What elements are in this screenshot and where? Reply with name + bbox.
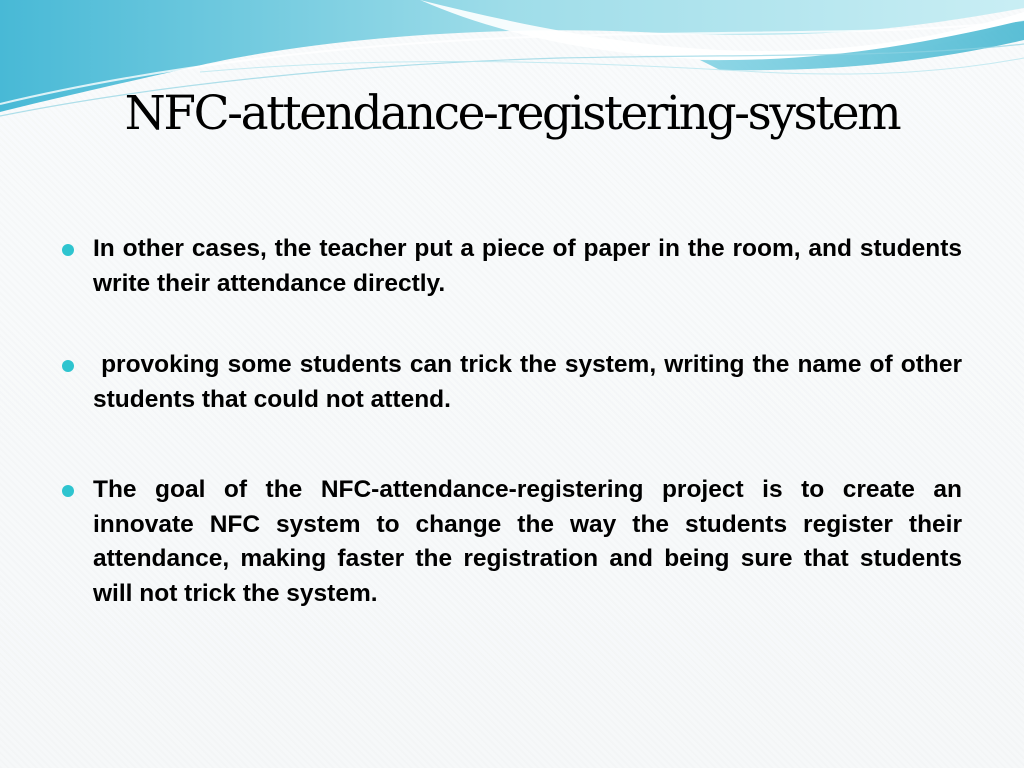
bullet-list: [62, 232, 969, 611]
bullet-text: In other cases, the teacher put a piece of paper in the room, and students write their attendance directly.: [93, 235, 969, 297]
bullet-dot-icon: [62, 485, 74, 497]
bullet-text: provoking some students can trick the system, writing the name of other students that could not attend.: [93, 351, 969, 413]
bullet-item: [62, 232, 969, 301]
bullet-text: The goal of the NFC-attendance-registering project is to create an innovate NFC system to change the way the students register their attendance, making faster the registration and being sure that students will not trick the system.: [93, 476, 969, 607]
bullet-dot-icon: [62, 244, 74, 256]
bullet-item: [62, 473, 969, 611]
bullet-item: [62, 348, 969, 417]
bullet-dot-icon: [62, 360, 74, 372]
slide-title: NFC-attendance-registering-system: [124, 86, 900, 141]
